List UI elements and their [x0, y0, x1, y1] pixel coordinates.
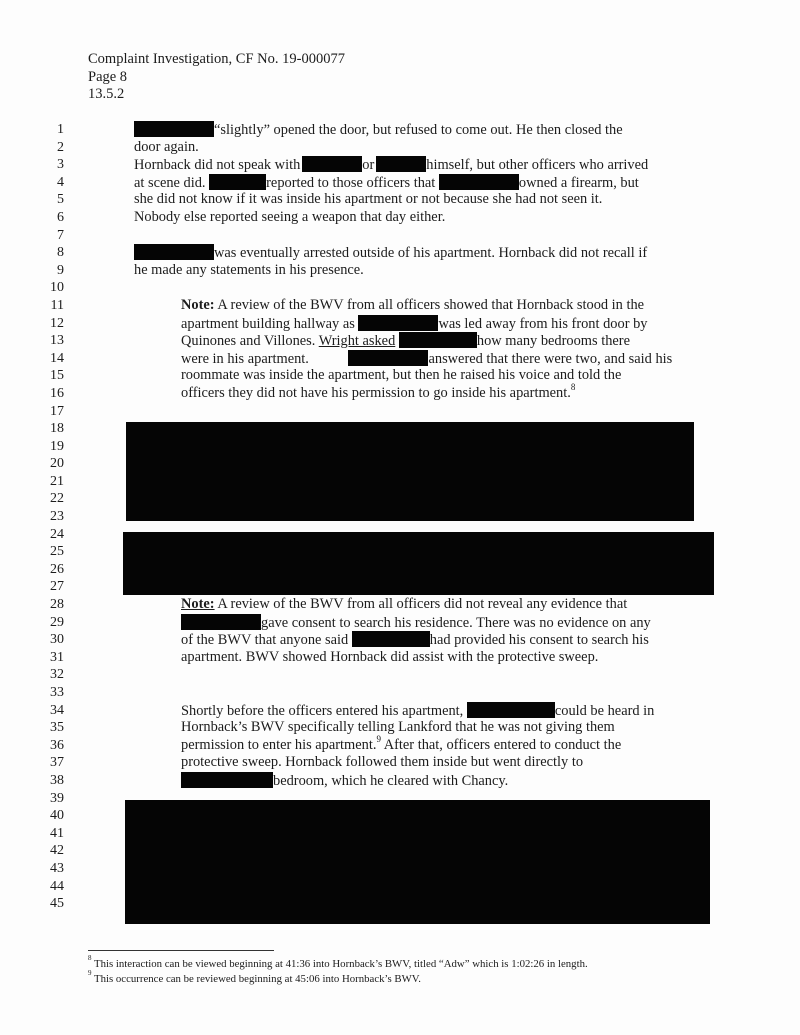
text-line-33 [181, 702, 654, 720]
line-number: 42 [50, 843, 64, 859]
line-number: 44 [50, 878, 64, 894]
redaction [181, 772, 273, 788]
line-text: was eventually arrested outside of his apartment. Hornback did not recall if [214, 245, 648, 262]
header-case-title: Complaint Investigation, CF No. 19-000077 [88, 51, 345, 67]
text-line-14 [181, 350, 672, 368]
line-number: 25 [50, 544, 64, 560]
text-line-29 [181, 614, 651, 632]
text-line-3 [134, 156, 648, 174]
line-text: A review of the BWV from all officers did not reveal any evidence that [214, 596, 628, 612]
line-text: himself, but other officers who arrived [426, 157, 649, 174]
line-number: 2 [57, 139, 64, 155]
line-number: 36 [50, 737, 64, 753]
header-section: 13.5.2 [88, 86, 125, 102]
line-number: 27 [50, 579, 64, 595]
line-text: Quinones and Villones. [181, 333, 316, 350]
line-number: 20 [50, 456, 64, 472]
footnote-ref-8: 8 [570, 382, 576, 393]
text-line-16 [181, 382, 576, 403]
line-number: 24 [50, 526, 64, 542]
footnote-separator [88, 950, 274, 951]
text-line-8 [134, 244, 647, 262]
line-text: owned a firearm, but [518, 174, 639, 191]
redaction [358, 315, 438, 331]
header-page-number: Page 8 [88, 68, 128, 85]
note-label: Note: [181, 596, 215, 612]
line-text: bedroom, which he cleared with Chancy. [273, 773, 509, 789]
redaction [399, 332, 477, 348]
line-text: permission to enter his apartment. [181, 736, 377, 753]
redacted-block [123, 532, 714, 595]
line-number: 18 [50, 421, 64, 437]
footnote-number: 8 [88, 954, 92, 963]
line-number: 33 [50, 685, 64, 700]
text-line-28 [181, 596, 627, 614]
text-line-2: door again. [134, 138, 199, 155]
redaction [352, 631, 430, 647]
line-number: 17 [50, 403, 64, 419]
redaction [134, 121, 214, 137]
text-line-6: Nobody else reported seeing a weapon that day either. [134, 209, 446, 225]
line-text: at scene did. [134, 174, 206, 191]
line-text: A review of the BWV from all officers showed that Hornback stood in the [214, 297, 645, 313]
line-text: After that, officers entered to conduct the [380, 736, 622, 753]
footnote-text: This interaction can be viewed beginning at 41:36 into Hornback’s BWV, titled “Adw” which is 1:02:26 in length. [91, 958, 588, 970]
line-text: of the BWV that anyone said [181, 632, 349, 649]
line-number: 28 [50, 597, 64, 613]
line-text: how many bedrooms there [476, 333, 630, 350]
footnote-9 [88, 969, 421, 986]
line-number: 8 [57, 245, 64, 261]
footnote-8 [88, 954, 588, 971]
line-text: Shortly before the officers entered his apartment, [181, 702, 464, 719]
line-number: 1 [57, 122, 64, 137]
redaction [181, 614, 261, 630]
text-line-34: Hornback’s BWV specifically telling Lankford that he was not giving them [181, 719, 615, 736]
line-numbers [0, 121, 64, 913]
page-header [88, 51, 345, 104]
redaction [348, 350, 428, 366]
footnote-number: 9 [88, 969, 92, 978]
line-number: 9 [57, 262, 64, 278]
line-text: reported to those officers that [266, 174, 436, 191]
line-text: officers they did not have his permission to go inside his apartment. [181, 385, 571, 401]
redaction [439, 174, 519, 190]
line-number: 45 [50, 896, 64, 912]
line-number: 23 [50, 509, 64, 525]
redaction [376, 156, 426, 172]
line-text: were in his apartment. [181, 350, 309, 367]
line-number: 5 [57, 192, 64, 208]
line-number: 4 [57, 174, 64, 190]
line-text: could be heard in [554, 702, 655, 719]
line-text: gave consent to search his residence. There was no evidence on any [261, 614, 651, 631]
line-text: “slightly” opened the door, but refused to come out. He then closed the [214, 122, 623, 138]
line-number: 43 [50, 860, 64, 876]
line-number: 19 [50, 438, 64, 454]
text-line-1 [134, 121, 623, 139]
note-label: Note: [181, 297, 215, 313]
redaction [209, 174, 266, 190]
line-number: 7 [57, 227, 64, 243]
text-line-4 [134, 174, 639, 192]
redacted-block [125, 800, 710, 924]
line-number: 29 [50, 614, 64, 630]
text-line-36: protective sweep. Hornback followed them inside but went directly to [181, 754, 584, 771]
line-number: 32 [50, 667, 64, 683]
redacted-block [126, 422, 694, 521]
line-number: 13 [50, 333, 64, 349]
text-line-12 [181, 315, 647, 333]
line-text: or [362, 157, 375, 174]
line-number: 10 [50, 280, 64, 296]
redaction [467, 702, 555, 718]
line-number: 14 [50, 350, 64, 366]
line-number: 22 [50, 491, 64, 507]
line-number: 34 [50, 702, 64, 718]
line-number: 6 [57, 209, 64, 225]
text-line-30 [181, 631, 649, 649]
redaction [134, 244, 214, 260]
text-line-5: she did not know if it was inside his apartment or not because she had not seen it. [134, 191, 603, 208]
text-line-15: roommate was inside the apartment, but then he raised his voice and told the [181, 367, 622, 384]
line-text: Hornback did not speak with [134, 157, 301, 174]
footnote-text: This occurrence can be reviewed beginning at 45:06 into Hornback’s BWV. [91, 973, 421, 985]
line-text: was led away from his front door by [438, 315, 648, 332]
line-text: answered that there were two, and said his [428, 350, 673, 367]
line-number: 26 [50, 561, 64, 577]
line-number: 41 [50, 825, 64, 841]
line-number: 15 [50, 368, 64, 384]
line-number: 3 [57, 157, 64, 173]
footnote-ref-9: 9 [376, 734, 381, 744]
line-number: 30 [50, 632, 64, 648]
line-number: 21 [50, 473, 64, 489]
text-line-13 [181, 332, 630, 350]
line-number: 35 [50, 720, 64, 736]
line-text: apartment building hallway as [181, 315, 355, 332]
text-line-37 [181, 772, 508, 790]
text-line-11 [181, 297, 644, 315]
redaction [302, 156, 362, 172]
text-line-35 [181, 734, 622, 755]
line-number: 37 [50, 755, 64, 771]
line-number: 12 [50, 315, 64, 331]
line-number: 38 [50, 772, 64, 788]
line-number: 11 [50, 297, 64, 313]
text-line-31: apartment. BWV showed Hornback did assist with the protective sweep. [181, 648, 599, 665]
line-text: Wright asked [318, 333, 396, 350]
line-number: 39 [50, 790, 64, 806]
line-number: 16 [50, 385, 64, 401]
text-line-9: he made any statements in his presence. [134, 261, 364, 278]
line-number: 40 [50, 808, 64, 824]
line-text: had provided his consent to search his [429, 632, 649, 649]
line-number: 31 [50, 649, 64, 665]
